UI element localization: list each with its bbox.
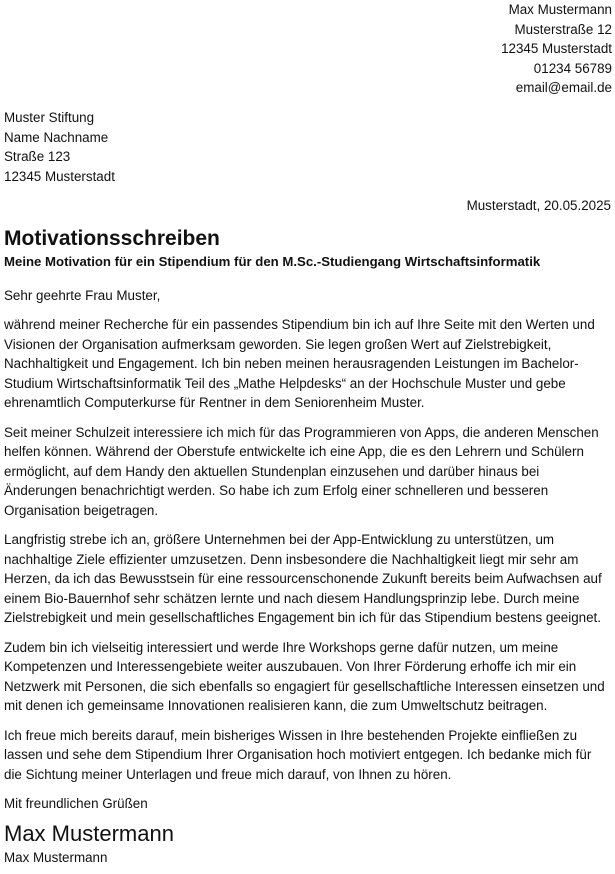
paragraph-line: helfen können. Während der Oberstufe entwickelte ich eine App, die es den Lehrern und Schülern [4,444,584,459]
letter-title: Motivationsschreiben [4,227,220,250]
paragraph-line: Langfristig strebe ich an, größere Unternehmen bei der App-Entwicklung zu unterstützen, um [4,532,555,547]
sender-street: Musterstraße 12 [514,21,612,37]
paragraph-line: Änderungen benachrichtigt werden. So habe ich zum Erfolg einer schnelleren und besseren [4,483,549,498]
paragraph [4,726,609,785]
paragraph-line: nachhaltige Ziele effizienter umzusetzen. Denn insbesondere die Nachhaltigkeit liegt mir sehr am [4,551,579,567]
letter-date: Musterstadt, 20.05.2025 [466,198,611,213]
paragraph [4,315,609,413]
recipient-address [4,108,115,186]
paragraph-line: die Sichtung meiner Unterlagen und freue mich darauf, von Ihnen zu hören. [4,766,452,782]
paragraph-line: Seit meiner Schulzeit interessiere ich mich für das Programmieren von Apps, die anderen Menschen [4,424,599,440]
paragraph-line: ermöglicht, auf dem Handy den aktuellen Stundenplan einzusehen und darüber hinaus bei [4,463,540,479]
sender-address [501,0,612,98]
paragraph-line: Organisation beigetragen. [4,502,159,518]
paragraph-line: lassen und sehe dem Stipendium Ihrer Organisation hoch motiviert entgegen. Ich bedanke mich für [4,747,592,762]
paragraph-line: während meiner Recherche für ein passendes Stipendium bin ich auf Ihre Seite mit den Werten und [4,317,595,332]
recipient-city: 12345 Musterstadt [4,168,115,184]
paragraph-line: Ich freue mich bereits darauf, mein bisheriges Wissen in Ihre bestehenden Projekte einfließen zu [4,727,578,743]
recipient-organization: Muster Stiftung [4,110,95,125]
signature: Max Mustermann [4,820,174,846]
closing: Mit freundlichen Grüßen [4,796,148,811]
sender-email: email@email.de [515,80,612,96]
paragraph-line: Nachhaltigkeit und Engagement. Ich bin neben meinen herausragenden Leistungen im Bachelor- [4,356,579,371]
paragraph-line: einem Bio-Bauernhof sehr schätzen lernte und nach diesem Handlungsprinzip lebe. Durch meine [4,590,580,606]
letter-body [4,226,609,867]
paragraph-line: Visionen der Organisation aufmerksam geworden. Sie legen großen Wert auf Zielstrebigkeit, [4,336,552,352]
salutation: Sehr geehrte Frau Muster, [4,287,161,303]
sender-name: Max Mustermann [508,2,612,17]
sender-phone: 01234 56789 [533,60,612,76]
paragraph-line: Zielstrebigkeit und mein gesellschaftliches Engagement bin ich für das Stipendium bestens geeignet. [4,610,601,625]
printed-name: Max Mustermann [4,849,108,865]
recipient-contact: Name Nachname [4,129,109,145]
sender-city: 12345 Musterstadt [501,41,612,57]
paragraph [4,638,609,716]
paragraph-list [4,315,609,784]
paragraph-line: Netzwerk mit Personen, die sich ebenfalls so engagiert für gesellschaftliche Interessen einsetzen und [4,678,605,694]
paragraph [4,530,609,628]
paragraph-line: Kompetenzen und Interessengebiete weiter auszubauen. Von Ihrer Förderung erhoffe ich mir ein [4,659,577,674]
paragraph-line: Studium Wirtschaftsinformatik Teil des „Mathe Helpdesks“ an der Hochschule Muster und gebe [4,375,566,391]
paragraph [4,423,609,521]
paragraph-line: mit denen ich gemeinsame Innovationen realisieren kann, die zum Umweltschutz beitragen. [4,698,548,713]
recipient-street: Straße 123 [4,149,71,165]
paragraph-line: Zudem bin ich vielseitig interessiert und werde Ihre Workshops gerne dafür nutzen, um meine [4,639,559,655]
paragraph-line: ehrenamtlich Computerkurse für Rentner in dem Seniorenheim Muster. [4,395,425,410]
paragraph-line: Herzen, da ich das Bewusstsein für eine ressourcenschonende Zukunft bereits beim Aufwachsen auf [4,571,602,586]
letter-subtitle: Meine Motivation für ein Stipendium für den M.Sc.-Studiengang Wirtschaftsinformatik [4,254,541,269]
